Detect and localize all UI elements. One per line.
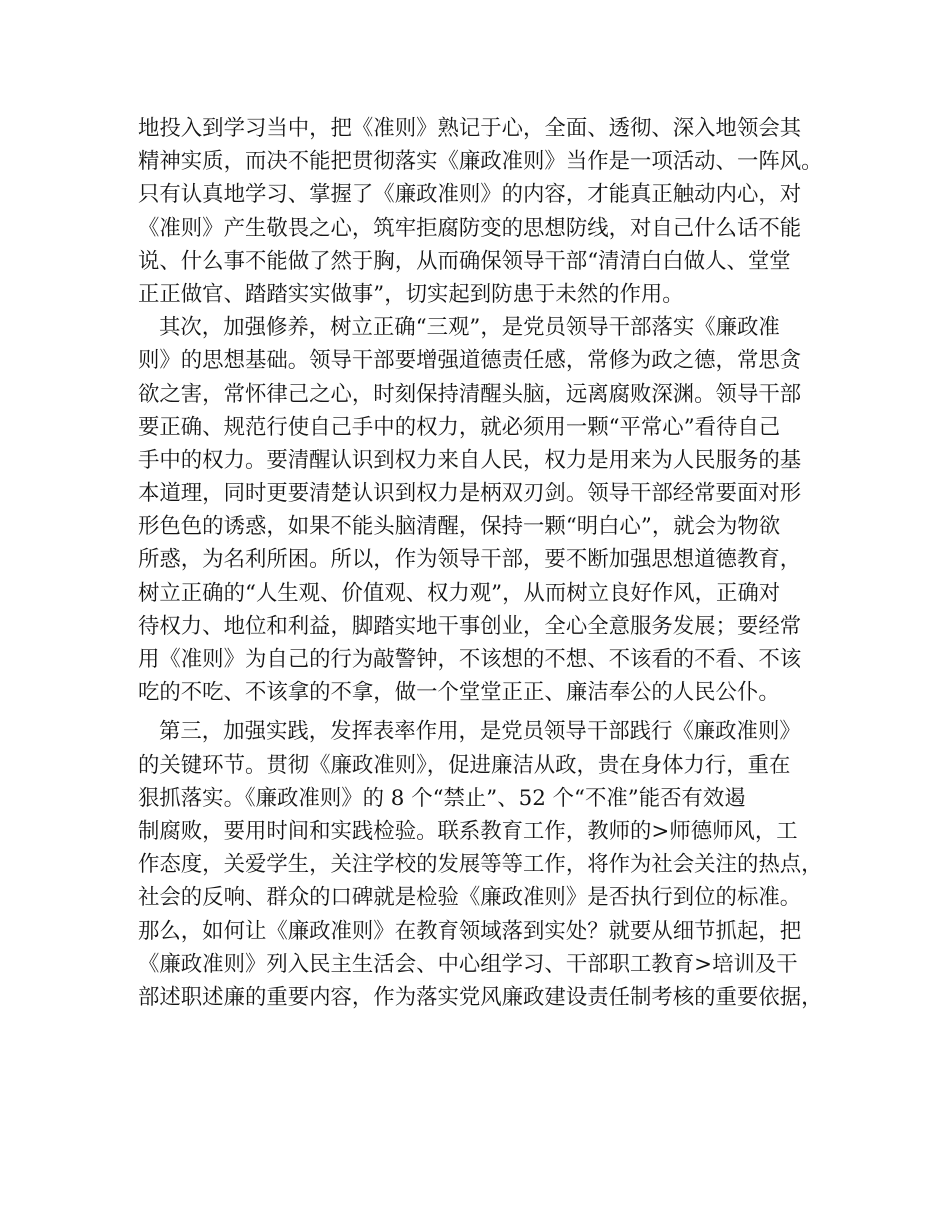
paragraph-3 <box>138 715 828 1014</box>
text-line: 用《准则》为自己的行为敲警钟，不该想的不想、不该看的不看、不该 <box>138 647 802 672</box>
text-line: 作态度，关爱学生，关注学校的发展等等工作，将作为社会关注的热点， <box>138 852 823 878</box>
text-line: 树立正确的“人生观、价值观、权力观”，从而树立良好作风，正确对 <box>138 580 781 606</box>
text-line: 待权力、地位和利益，脚踏实地干事创业，全心全意服务发展；要经常 <box>138 613 802 639</box>
document-body <box>138 112 828 1014</box>
text-line: 只有认真地学习、掌握了《廉政准则》的内容，才能真正触动内心，对 <box>138 182 802 208</box>
text-line: 吃的不吃、不该拿的不拿，做一个堂堂正正、廉洁奉公的人民公仆。 <box>138 680 780 706</box>
text-line: 说、什么事不能做了然于胸，从而确保领导干部“清清白白做人、堂堂 <box>138 248 791 274</box>
text-line: 正正做官、踏踏实实做事”，切实起到防患于未然的作用。 <box>138 281 684 307</box>
text-line: 社会的反响、群众的口碑就是检验《廉政准则》是否执行到位的标准。 <box>138 885 802 911</box>
text-line: 本道理，同时更要清楚认识到权力是柄双刃剑。领导干部经常要面对形 <box>138 481 802 507</box>
text-line: 则》的思想基础。领导干部要增强道德责任感，常修为政之德，常思贪 <box>138 348 802 374</box>
text-line: 那么，如何让《廉政准则》在教育领域落到实处？就要从细节抓起，把 <box>138 918 802 944</box>
text-line: 手中的权力。要清醒认识到权力来自人民，权力是用来为人民服务的基 <box>138 447 802 473</box>
text-line: 《廉政准则》列入民主生活会、中心组学习、干部职工教育>培训及干 <box>138 951 798 977</box>
paragraph-1 <box>138 112 828 311</box>
text-line: 制腐败，要用时间和实践检验。联系教育工作，教师的>师德师风，工 <box>138 818 798 844</box>
text-line: 的关键环节。贯彻《廉政准则》，促进廉洁从政，贵在身体力行，重在 <box>138 752 791 778</box>
text-line: 精神实质，而决不能把贯彻落实《廉政准则》当作是一项活动、一阵风。 <box>138 149 823 175</box>
paragraph-2 <box>138 311 828 709</box>
text-line: 《准则》产生敬畏之心，筑牢拒腐防变的思想防线，对自己什么话不能 <box>138 215 802 241</box>
text-line: 形色色的诱惑，如果不能头脑清醒，保持一颗“明白心”，就会为物欲 <box>138 514 781 540</box>
text-line: 狠抓落实。《廉政准则》的 8 个“禁止”、52 个“不准”能否有效遏 <box>138 785 746 811</box>
text-line: 所惑，为名利所困。所以，作为领导干部，要不断加强思想道德教育， <box>138 547 802 573</box>
text-line: 欲之害，常怀律己之心，时刻保持清醒头脑，远离腐败深渊。领导干部 <box>138 381 802 407</box>
text-line: 地投入到学习当中，把《准则》熟记于心，全面、透彻、深入地领会其 <box>138 116 802 141</box>
text-line: 部述职述廉的重要内容，作为落实党风廉政建设责任制考核的重要依据， <box>138 984 823 1010</box>
text-line: 要正确、规范行使自己手中的权力，就必须用一颗“平常心”看待自己 <box>138 414 781 440</box>
text-line: 第三，加强实践，发挥表率作用，是党员领导干部践行《廉政准则》 <box>159 719 801 745</box>
text-line: 其次，加强修养，树立正确“三观”，是党员领导干部落实《廉政准 <box>159 315 780 341</box>
